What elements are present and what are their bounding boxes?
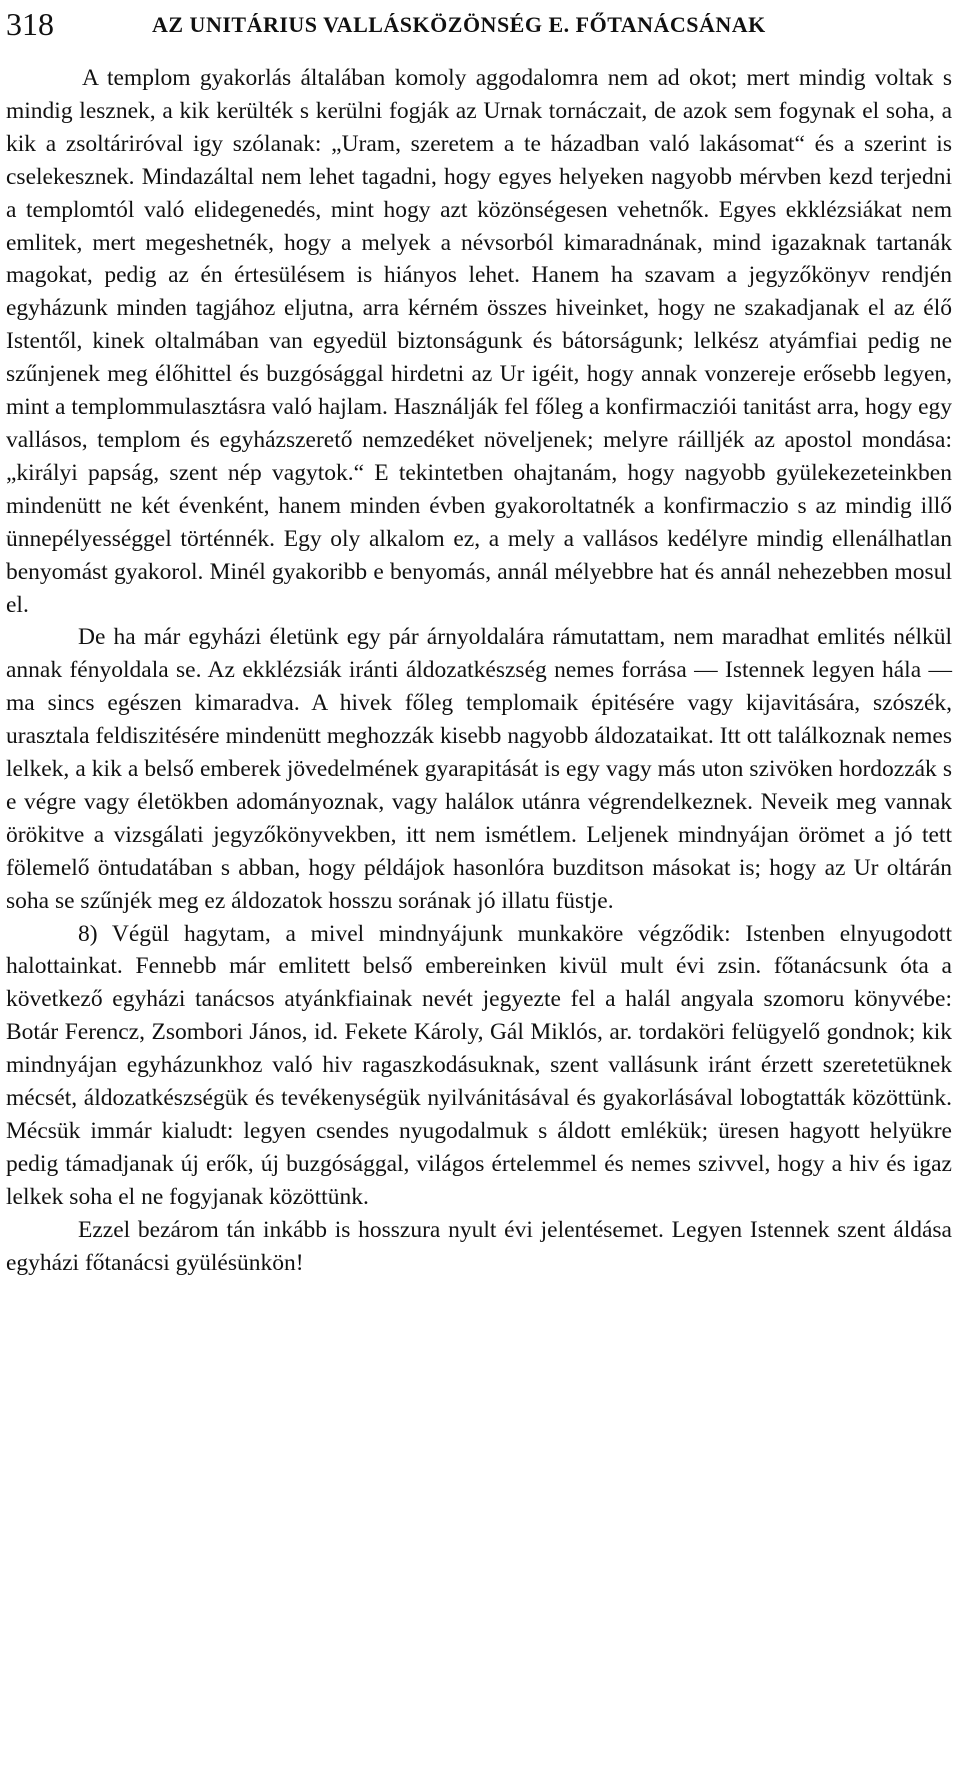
paragraph-sacrifices: De ha már egyházi életünk egy pár árnyoldalára rámutattam, nem maradhat emlités nélkül annak fényoldala se. Az ekklézsiák iránti áldozatkészség nemes forrása — Istennek legyen hála — ma sincs egészen kimaradva. A hivek főleg templomaik épitésére vagy kijavitására, szószék, urasztala feldiszitésére mindenütt meghozzák kisebb nagyobb áldozataikat. Itt ott találkoznak nemes lelkek, a kik a belső emberek jövedelmének gyarapitását is egy vagy más uton szivöken hordozzák s e végre vagy életökben adományoznak, vagy haláloк utánra végrendelkeznek. Neveik meg vannak örökitve a vizsgálati jegyzőkönyvekben, itt nem ismétlem. Leljenek mindnyájan örömet a jó tett fölemelő öntudatában s abban, hogy példájok hasonlóra buzditson másokat is; hogy az Ur oltárán soha se szűnjék meg ez áldozatok hosszu sorának jó illatu füstje. bbox=[6, 624, 952, 914]
body-text bbox=[6, 62, 952, 1280]
paragraph-closing: Ezzel bezárom tán inkább is hosszura nyult évi jelentésemet. Legyen Istennek szent áldása egyházi főtanácsi gyülésünkön! bbox=[6, 1216, 952, 1276]
running-head bbox=[6, 4, 952, 44]
paragraph-deceased: 8) Végül hagytam, a mivel mindnyájunk munkaköre végződik: Istenben elnyugodott halottainkat. Fennebb már emlitett belső embereinken kivül mult évi zsin. főtanácsunk óta a következő egyházi tanácsos atyánkfiainak nevét jegyezte fel a halál angyala szomoru könyvébe: Botár Ferencz, Zsombori János, id. Fekete Károly, Gál Miklós, ar. tordaköri felügyelő gondnok; kik mindnyájan egyházunkhoz való hiv ragaszkodásuknak, szent vallásunk iránt érzett szeretetüknek mécsét, áldozatkészségük és tevékenységük nyilvánitásával és gyakorlásával lobogtatták közöttünk. Mécsük immár kialudt: legyen csendes nyugodalmuk s áldott emlékük; üresen hagyott helyükre pedig támadjanak új erők, új buzgósággal, világos értelemmel és nemes szivvel, hogy a hiv és igaz lelkek soha el ne fogyjanak közöttünk. bbox=[6, 920, 952, 1210]
page-number: 318 bbox=[6, 6, 54, 42]
paragraph-church-attendance: A templom gyakorlás általában komoly aggodalomra nem ad okot; mert mindig voltak s mindig lesznek, a kik kerülték s kerülni fogják az Urnak tornáczait, de azok sem fogynak el soha, a kik a zsoltáriróval igy szólanak: „Uram, szeretem a te házadban való lakásomat“ és a szerint is cselekesznek. Mindazáltal nem lehet tagadni, hogy egyes helyeken nagyobb mérvben kezd terjedni a templomtól való elidegenedés, mint hogy azt közönségesen vehetnők. Egyes ekklézsiákat nem emlitek, mert megeshetnék, hogy a melyek a névsorból kimaradnának, mind igazaknak tartanák magokat, pedig az én értesülésem is hiányos lehet. Hanem ha szavam a jegyzőkönyv rendjén egyházunk minden tagjához eljutna, arra kérném összes hiveinket, hogy ne szakadjanak el az élő Istentől, kinek oltalmában van egyedül biztonságunk és bátorságunk; lelkész atyámfiai pedig ne szűnjenek meg élőhittel és buzgósággal hirdetni az Ur igéit, hogy annak vonzereje erősebb legyen, mint a templommulasztásra való hajlam. Használják fel főleg a konfirmacziói tanitást arra, hogy egy vallásos, templom és egyházszerető nemzedéket növeljenek; melyre ráilljék az apostol mondása: „királyi papság, szent nép vagytok.“ E tekintetben ohajtanám, hogy nagyobb gyülekezeteinkben mindenütt ne két évenként, hanem minden évben gyakoroltatnék a konfirmaczio s az mindig illő ünnepélyességgel történnék. Egy oly alkalom ez, a mely a vallásos kedélyre mindig ellenálhatlan benyomást gyakorol. Minél gyakoribb e benyomás, annál mélyebbre hat és annál nehezebben mosul el. bbox=[6, 65, 952, 618]
running-title: AZ UNITÁRIUS VALLÁSKÖZÖNSÉG E. FŐTANÁCSÁNAK bbox=[152, 12, 766, 37]
